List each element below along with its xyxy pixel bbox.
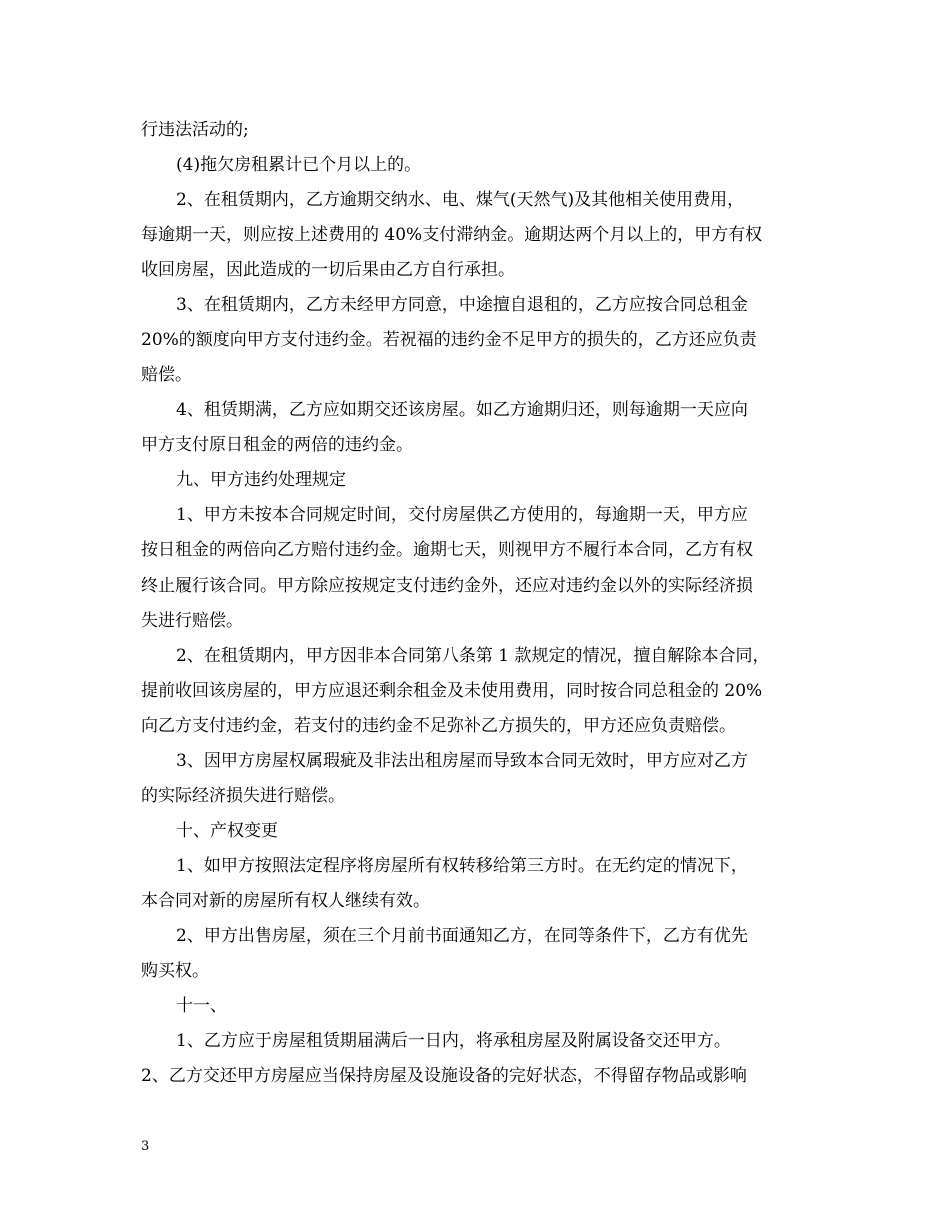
text-line: 2、甲方出售房屋，须在三个月前书面通知乙方，在同等条件下，乙方有优先 [176,926,748,946]
text-line: 按日租金的两倍向乙方赔付违约金。逾期七天，则视甲方不履行本合同，乙方有权 [141,540,753,560]
text-line: 1、甲方未按本合同规定时间，交付房屋供乙方使用的，每逾期一天，甲方应 [176,505,748,525]
text-line: 3、在租赁期内，乙方未经甲方同意，中途擅自退租的，乙方应按合同总租金 [176,295,748,315]
text-line: 20%的额度向甲方支付违约金。若祝福的违约金不足甲方的损失的，乙方还应负责 [141,330,757,350]
text-line: 购买权。 [141,961,209,981]
text-line: 向乙方支付违约金，若支付的违约金不足弥补乙方损失的，甲方还应负责赔偿。 [141,716,736,736]
text-line: 2、在租赁期内，甲方因非本合同第八条第 1 款规定的情况，擅自解除本合同， [176,646,770,666]
text-line: 4、租赁期满，乙方应如期交还该房屋。如乙方逾期归还，则每逾期一天应向 [176,400,748,420]
text-line: 失进行赔偿。 [141,611,243,631]
text-line: 本合同对新的房屋所有权人继续有效。 [141,891,430,911]
text-line: 的实际经济损失进行赔偿。 [141,786,345,806]
text-line: 行违法活动的; [141,120,249,140]
section-heading: 九、甲方违约处理规定 [176,470,346,490]
text-line: 2、在租赁期内，乙方逾期交纳水、电、煤气(天然气)及其他相关使用费用， [176,190,745,210]
text-line: 每逾期一天，则应按上述费用的 40%支付滞纳金。逾期达两个月以上的，甲方有权 [141,225,763,245]
text-line: 1、乙方应于房屋租赁期届满后一日内，将承租房屋及附属设备交还甲方。 [176,1031,731,1051]
text-line: 3、因甲方房屋权属瑕疵及非法出租房屋而导致本合同无效时，甲方应对乙方 [176,751,748,771]
page-number: 3 [141,1139,150,1154]
text-line: 2、乙方交还甲方房屋应当保持房屋及设施设备的完好状态，不得留存物品或影响 [141,1066,747,1086]
text-line: 终止履行该合同。甲方除应按规定支付违约金外，还应对违约金以外的实际经济损 [141,576,753,596]
section-heading: 十、产权变更 [176,821,278,841]
text-line: (4)拖欠房租累计已个月以上的。 [176,155,422,175]
text-line: 甲方支付原日租金的两倍的违约金。 [141,435,413,455]
text-line: 赔偿。 [141,365,192,385]
section-heading: 十一、 [176,996,227,1016]
text-line: 1、如甲方按照法定程序将房屋所有权转移给第三方时。在无约定的情况下， [176,856,748,876]
text-line: 提前收回该房屋的，甲方应退还剩余租金及未使用费用，同时按合同总租金的 20% [141,681,763,701]
text-line: 收回房屋，因此造成的一切后果由乙方自行承担。 [141,260,515,280]
